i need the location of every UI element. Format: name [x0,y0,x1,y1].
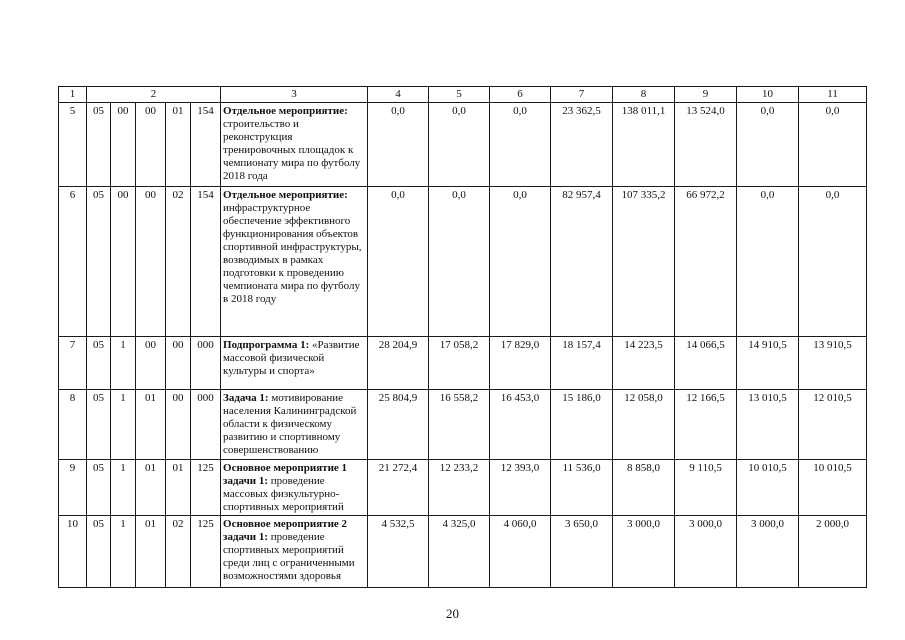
code-cell: 1 [111,337,136,390]
table-row [59,390,867,460]
code-cell: 000 [191,390,221,460]
description-title: Отдельное мероприятие: [223,105,348,117]
row-number: 5 [59,103,87,187]
value-cell: 8 858,0 [613,460,675,516]
value-cell: 12 010,5 [799,390,867,460]
value-cell: 16 453,0 [490,390,551,460]
code-cell: 01 [136,390,166,460]
budget-table [58,86,867,588]
header-cell: 5 [429,87,490,103]
value-cell: 107 335,2 [613,187,675,337]
code-cell: 125 [191,516,221,588]
description-title: Отдельное мероприятие: [223,189,348,201]
header-cell: 1 [59,87,87,103]
description-cell [221,390,368,460]
table-row [59,187,867,337]
table-row [59,516,867,588]
code-cell: 00 [166,337,191,390]
code-cell: 05 [87,103,111,187]
value-cell: 13 910,5 [799,337,867,390]
code-cell: 00 [166,390,191,460]
value-cell: 0,0 [737,187,799,337]
value-cell: 0,0 [737,103,799,187]
code-cell: 02 [166,516,191,588]
value-cell: 82 957,4 [551,187,613,337]
value-cell: 17 829,0 [490,337,551,390]
table-row [59,337,867,390]
header-cell: 9 [675,87,737,103]
value-cell: 23 362,5 [551,103,613,187]
value-cell: 13 010,5 [737,390,799,460]
code-cell: 05 [87,390,111,460]
code-cell: 05 [87,516,111,588]
code-cell: 00 [111,103,136,187]
row-number: 6 [59,187,87,337]
row-number: 7 [59,337,87,390]
code-cell: 1 [111,460,136,516]
value-cell: 12 166,5 [675,390,737,460]
description-title: Задача 1: [223,392,269,404]
code-cell: 01 [136,516,166,588]
value-cell: 2 000,0 [799,516,867,588]
header-cell: 10 [737,87,799,103]
value-cell: 12 233,2 [429,460,490,516]
description-title: Основное мероприятие 1 задачи 1: [223,462,348,487]
value-cell: 15 186,0 [551,390,613,460]
value-cell: 3 000,0 [675,516,737,588]
value-cell: 4 060,0 [490,516,551,588]
code-cell: 05 [87,187,111,337]
header-cell: 8 [613,87,675,103]
value-cell: 0,0 [490,103,551,187]
description-title: Основное мероприятие 2 задачи 1: [223,518,348,543]
value-cell: 10 010,5 [799,460,867,516]
description-text: проведение массовых физкультурно-спортивных мероприятий [223,475,344,513]
value-cell: 16 558,2 [429,390,490,460]
code-cell: 1 [111,516,136,588]
table-row [59,103,867,187]
value-cell: 12 393,0 [490,460,551,516]
value-cell: 0,0 [429,187,490,337]
value-cell: 3 000,0 [737,516,799,588]
value-cell: 138 011,1 [613,103,675,187]
table-header-row [59,87,867,103]
value-cell: 10 010,5 [737,460,799,516]
value-cell: 28 204,9 [368,337,429,390]
description-cell [221,516,368,588]
value-cell: 3 650,0 [551,516,613,588]
code-cell: 00 [136,187,166,337]
value-cell: 0,0 [490,187,551,337]
code-cell: 1 [111,390,136,460]
description-cell [221,337,368,390]
value-cell: 66 972,2 [675,187,737,337]
value-cell: 0,0 [799,103,867,187]
value-cell: 13 524,0 [675,103,737,187]
description-cell [221,103,368,187]
row-number: 8 [59,390,87,460]
value-cell: 0,0 [799,187,867,337]
value-cell: 21 272,4 [368,460,429,516]
description-text: проведение спортивных мероприятий среди лиц с ограниченными возможностями здоровья [223,531,355,582]
header-cell: 11 [799,87,867,103]
row-number: 9 [59,460,87,516]
description-cell [221,460,368,516]
value-cell: 14 223,5 [613,337,675,390]
value-cell: 12 058,0 [613,390,675,460]
value-cell: 14 910,5 [737,337,799,390]
code-cell: 00 [136,337,166,390]
table-row [59,460,867,516]
value-cell: 14 066,5 [675,337,737,390]
code-cell: 01 [166,460,191,516]
code-cell: 01 [136,460,166,516]
header-cell: 4 [368,87,429,103]
description-text: мотивирование населения Калининградской области к физическому развитию и спортивному совершенствованию [223,392,357,456]
value-cell: 0,0 [368,103,429,187]
header-cell: 3 [221,87,368,103]
code-cell: 05 [87,337,111,390]
value-cell: 4 325,0 [429,516,490,588]
code-cell: 000 [191,337,221,390]
value-cell: 25 804,9 [368,390,429,460]
description-cell [221,187,368,337]
header-cell: 2 [87,87,221,103]
code-cell: 00 [111,187,136,337]
code-cell: 01 [166,103,191,187]
value-cell: 0,0 [429,103,490,187]
value-cell: 17 058,2 [429,337,490,390]
row-number: 10 [59,516,87,588]
description-text: инфраструктурное обеспечение эффективного функционирования объектов спортивной инфраструктуры, возводимых в рамках подготовки к проведению чемпионата мира по футболу в 2018 году [223,202,362,305]
code-cell: 125 [191,460,221,516]
code-cell: 154 [191,103,221,187]
value-cell: 9 110,5 [675,460,737,516]
header-cell: 6 [490,87,551,103]
description-title: Подпрограмма 1: [223,339,310,351]
description-text: строительство и реконструкция тренировочных площадок к чемпионату мира по футболу 2018 года [223,118,361,182]
value-cell: 18 157,4 [551,337,613,390]
code-cell: 154 [191,187,221,337]
page-number: 20 [446,606,459,621]
code-cell: 00 [136,103,166,187]
description-text: «Развитие массовой физической культуры и спорта» [223,339,360,377]
value-cell: 11 536,0 [551,460,613,516]
code-cell: 05 [87,460,111,516]
value-cell: 4 532,5 [368,516,429,588]
value-cell: 0,0 [368,187,429,337]
header-cell: 7 [551,87,613,103]
value-cell: 3 000,0 [613,516,675,588]
code-cell: 02 [166,187,191,337]
